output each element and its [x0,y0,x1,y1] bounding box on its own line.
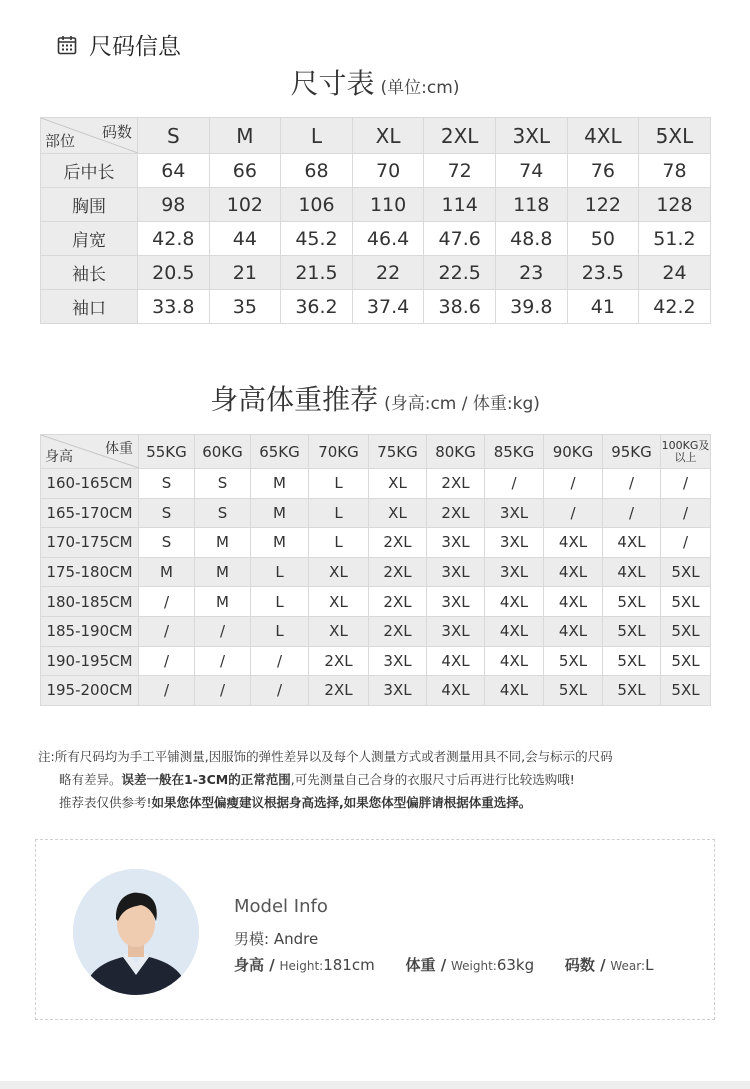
table-cell: S [139,528,195,558]
table-cell: / [544,498,603,528]
table-cell: 114 [424,188,496,222]
table-row [41,646,711,676]
table-cell: 3XL [485,528,544,558]
weight-column-header: 85KG [485,435,544,469]
table-cell: 47.6 [424,222,496,256]
table-row [41,498,711,528]
table-cell: / [661,528,711,558]
table-cell: 4XL [544,557,603,587]
row-label: 180-185CM [41,587,139,617]
table-cell: M [195,587,251,617]
table-cell: 50 [567,222,639,256]
table-cell: / [485,469,544,499]
table-cell: 5XL [661,676,711,706]
rec-table-title: 身高体重推荐 [210,383,379,416]
model-height [234,956,375,974]
weight-label: 体重 / [405,956,447,974]
size-table-header-row [41,118,711,154]
model-name-label: 男模: [234,930,270,948]
wear-label: 码数 / [564,956,606,974]
table-cell: XL [309,557,369,587]
size-column-header: 5XL [639,118,711,154]
table-cell: 72 [424,154,496,188]
note-line-3 [38,791,728,814]
table-row [41,469,711,499]
table-cell: 4XL [427,676,485,706]
table-row [41,676,711,706]
table-cell: 37.4 [352,290,424,324]
table-row [41,256,711,290]
wear-label-en: Wear: [610,959,646,973]
model-stats [234,954,679,975]
table-row [41,557,711,587]
row-label: 175-180CM [41,557,139,587]
table-row [41,616,711,646]
height-value: 181cm [323,956,375,974]
weight-column-header: 90KG [544,435,603,469]
table-cell: 44 [209,222,281,256]
table-cell: 4XL [603,557,661,587]
size-table-heading [0,62,750,102]
table-cell: 4XL [485,616,544,646]
table-cell: / [195,646,251,676]
height-label-en: Height: [279,959,324,973]
table-cell: 3XL [427,557,485,587]
table-cell: / [603,469,661,499]
table-cell: 4XL [427,646,485,676]
table-cell: 4XL [485,587,544,617]
table-cell: 4XL [544,616,603,646]
table-cell: 2XL [369,557,427,587]
section-header [57,28,181,61]
table-cell: 5XL [603,646,661,676]
corner-label-part: 部位 [45,132,76,150]
weight-column-header: 95KG [603,435,661,469]
table-cell: M [251,528,309,558]
corner-label-height: 身高 [45,449,73,465]
table-cell: 5XL [603,587,661,617]
weight-header-line2: 以上 [674,450,697,464]
table-cell: 4XL [603,528,661,558]
table-cell: 76 [567,154,639,188]
weight-value: 63kg [496,956,535,974]
table-cell: 23.5 [567,256,639,290]
model-info-card [35,839,715,1020]
table-cell: / [139,616,195,646]
table-cell: / [139,676,195,706]
table-cell: 45.2 [281,222,353,256]
table-cell: / [544,469,603,499]
table-cell: 2XL [309,676,369,706]
table-cell: 66 [209,154,281,188]
rec-table-corner [41,435,139,469]
table-cell: 22.5 [424,256,496,290]
weight-label-en: Weight: [450,959,497,973]
table-cell: M [139,557,195,587]
height-weight-table [40,434,711,706]
table-cell: 21.5 [281,256,353,290]
row-label: 后中长 [41,154,138,188]
table-cell: 4XL [544,587,603,617]
table-cell: 5XL [544,676,603,706]
table-cell: / [139,646,195,676]
size-column-header: 4XL [567,118,639,154]
table-cell: 42.8 [138,222,210,256]
table-row [41,154,711,188]
table-cell: 128 [639,188,711,222]
table-cell: 4XL [485,676,544,706]
table-cell: 98 [138,188,210,222]
table-row [41,188,711,222]
table-cell: 5XL [661,587,711,617]
table-cell: 5XL [661,557,711,587]
size-column-header: L [281,118,353,154]
wear-value: L [645,956,654,974]
row-label: 袖口 [41,290,138,324]
weight-column-header-last [661,435,711,469]
weight-column-header: 75KG [369,435,427,469]
size-table-title: 尺寸表 [290,67,375,100]
table-cell: / [251,676,309,706]
size-column-header: 2XL [424,118,496,154]
note-text: 推荐表仅供参考! [59,795,152,810]
weight-column-header: 60KG [195,435,251,469]
table-cell: 3XL [427,587,485,617]
table-cell: S [139,498,195,528]
table-cell: 21 [209,256,281,290]
bottom-divider [0,1081,750,1089]
weight-header-line1: 100KG及 [661,438,710,452]
size-table-unit: (单位:cm) [380,78,460,98]
model-portrait-icon [73,869,199,995]
table-cell: 20.5 [138,256,210,290]
table-cell: 4XL [544,528,603,558]
table-cell: 5XL [661,616,711,646]
table-cell: 3XL [427,616,485,646]
table-cell: / [661,498,711,528]
table-cell: 3XL [369,676,427,706]
model-name: Andre [273,930,319,948]
table-cell: 3XL [485,557,544,587]
table-cell: 102 [209,188,281,222]
table-cell: XL [309,587,369,617]
table-cell: / [661,469,711,499]
table-cell: L [309,498,369,528]
note-text: 略有差异。 [59,772,122,787]
row-label: 195-200CM [41,676,139,706]
table-cell: 70 [352,154,424,188]
row-label: 165-170CM [41,498,139,528]
table-row [41,528,711,558]
size-column-header: S [138,118,210,154]
row-label: 160-165CM [41,469,139,499]
table-cell: 110 [352,188,424,222]
table-cell: 2XL [369,616,427,646]
table-cell: 5XL [603,616,661,646]
model-name-line [234,928,318,949]
table-cell: 38.6 [424,290,496,324]
table-cell: 2XL [309,646,369,676]
table-cell: / [195,676,251,706]
table-cell: 51.2 [639,222,711,256]
table-cell: S [195,498,251,528]
row-label: 185-190CM [41,616,139,646]
table-cell: L [251,557,309,587]
table-cell: 41 [567,290,639,324]
table-cell: S [195,469,251,499]
table-cell: S [139,469,195,499]
table-row [41,222,711,256]
table-cell: L [251,587,309,617]
table-cell: 4XL [485,646,544,676]
note-emphasis: 如果您体型偏瘦建议根据身高选择,如果您体型偏胖请根据体重选择。 [151,795,532,810]
table-row [41,587,711,617]
table-cell: / [251,646,309,676]
table-cell: 23 [495,256,567,290]
table-cell: 2XL [369,528,427,558]
corner-label-size: 码数 [101,123,132,141]
table-cell: 48.8 [495,222,567,256]
weight-column-header: 65KG [251,435,309,469]
height-label: 身高 / [234,956,275,974]
table-cell: 2XL [369,587,427,617]
table-cell: M [195,528,251,558]
weight-column-header: 55KG [139,435,195,469]
table-cell: M [195,557,251,587]
table-cell: XL [369,469,427,499]
table-cell: 68 [281,154,353,188]
size-note [38,745,728,814]
note-text: ,可先测量自己合身的衣服尺寸后再进行比较选购哦! [290,772,575,787]
weight-column-header: 70KG [309,435,369,469]
table-cell: 5XL [661,646,711,676]
table-cell: 46.4 [352,222,424,256]
table-cell: 42.2 [639,290,711,324]
table-cell: 35 [209,290,281,324]
table-cell: 2XL [427,498,485,528]
rec-table-heading [0,378,750,418]
model-info-title: Model Info [234,896,328,917]
size-column-header: 3XL [495,118,567,154]
calendar-icon [57,35,77,55]
size-table-corner [41,118,138,154]
table-cell: L [309,469,369,499]
table-cell: 64 [138,154,210,188]
table-cell: XL [369,498,427,528]
table-cell: M [251,469,309,499]
row-label: 胸围 [41,188,138,222]
model-avatar [73,869,199,995]
table-cell: 3XL [485,498,544,528]
note-line-1: 注:所有尺码均为手工平铺测量,因服饰的弹性差异以及每个人测量方式或者测量用具不同,会与标示的尺码 [38,749,613,764]
size-table [40,117,711,324]
model-weight [405,956,534,974]
row-label: 170-175CM [41,528,139,558]
table-cell: 5XL [603,676,661,706]
table-cell: / [139,587,195,617]
table-cell: 74 [495,154,567,188]
table-cell: 122 [567,188,639,222]
table-cell: / [603,498,661,528]
table-cell: 118 [495,188,567,222]
table-cell: / [195,616,251,646]
rec-table-unit: (身高:cm / 体重:kg) [384,394,540,414]
table-cell: 78 [639,154,711,188]
table-cell: L [309,528,369,558]
rec-table-header-row [41,435,711,469]
table-cell: 39.8 [495,290,567,324]
table-cell: L [251,616,309,646]
note-line-2 [38,768,728,791]
table-cell: 22 [352,256,424,290]
size-column-header: M [209,118,281,154]
model-wear [565,956,654,974]
table-cell: 106 [281,188,353,222]
table-row [41,290,711,324]
weight-column-header: 80KG [427,435,485,469]
section-title: 尺码信息 [89,34,181,60]
table-cell: 3XL [427,528,485,558]
note-emphasis: 误差一般在1-3CM的正常范围 [121,772,291,787]
table-cell: XL [309,616,369,646]
table-cell: 3XL [369,646,427,676]
row-label: 肩宽 [41,222,138,256]
row-label: 袖长 [41,256,138,290]
row-label: 190-195CM [41,646,139,676]
corner-label-weight: 体重 [105,441,133,457]
table-cell: 5XL [544,646,603,676]
table-cell: 24 [639,256,711,290]
size-column-header: XL [352,118,424,154]
table-cell: M [251,498,309,528]
table-cell: 33.8 [138,290,210,324]
table-cell: 2XL [427,469,485,499]
table-cell: 36.2 [281,290,353,324]
